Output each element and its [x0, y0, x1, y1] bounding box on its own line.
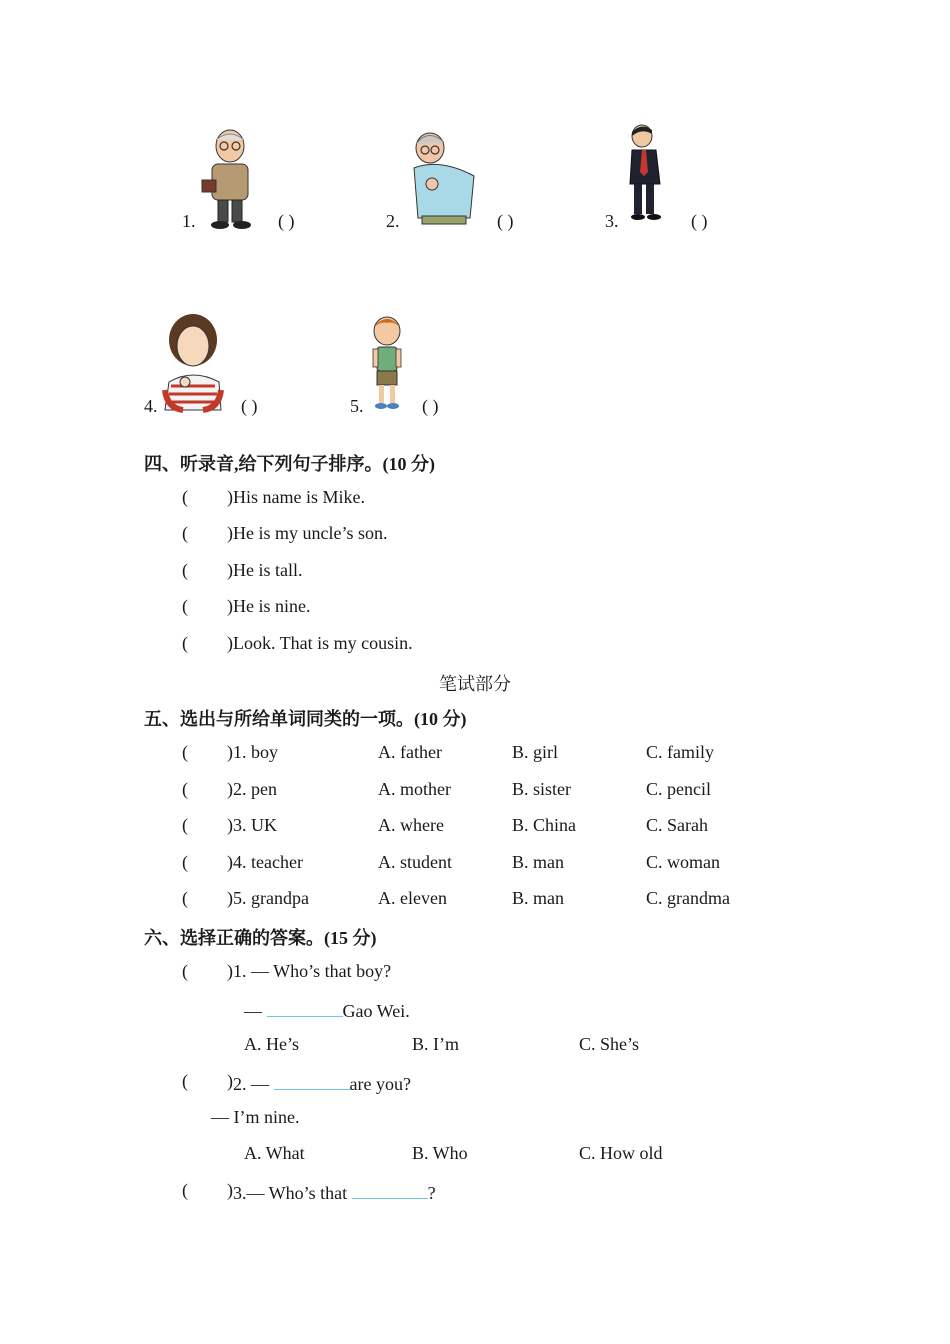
sentence-text: He is tall.	[233, 560, 303, 580]
reply-tail: Gao Wei.	[342, 1001, 410, 1021]
answer-paren-close: )	[227, 1180, 233, 1200]
answer-paren-close: )	[227, 815, 233, 835]
option-a[interactable]: A. eleven	[378, 888, 447, 908]
answer-paren-open[interactable]: (	[182, 1071, 188, 1091]
question-word: 5. grandpa	[233, 888, 309, 908]
sentence-text: His name is Mike.	[233, 487, 365, 507]
answer-paren-close: )	[227, 633, 233, 653]
option-b[interactable]: B. man	[512, 852, 564, 872]
stem-tail: are you?	[349, 1074, 411, 1094]
sentence-text: Look. That is my cousin.	[233, 633, 413, 653]
woman-figure	[163, 312, 223, 412]
sentence-text: He is my uncle’s son.	[233, 523, 388, 543]
reply-dash: —	[244, 1001, 262, 1021]
answer-paren-open[interactable]: (	[182, 487, 188, 507]
fill-blank[interactable]	[274, 1071, 350, 1090]
fill-blank[interactable]	[352, 1180, 428, 1199]
man-in-suit-figure	[624, 122, 670, 222]
section-4-title: 四、听录音,给下列句子排序。(10 分)	[144, 454, 435, 474]
question-word: 2. pen	[233, 779, 277, 799]
answer-paren-close: )	[227, 779, 233, 799]
question-word: 3. UK	[233, 815, 277, 835]
picture-number: 2.	[386, 211, 400, 231]
section-5-title: 五、选出与所给单词同类的一项。(10 分)	[144, 709, 467, 729]
picture-number: 1.	[182, 211, 196, 231]
answer-paren[interactable]: ( )	[278, 211, 295, 231]
answer-paren-close: )	[227, 560, 233, 580]
question-stem: 1. — Who’s that boy?	[233, 961, 392, 981]
answer-paren-open[interactable]: (	[182, 742, 188, 762]
option-a[interactable]: A. mother	[378, 779, 451, 799]
written-part-heading: 笔试部分	[439, 674, 511, 694]
option-c[interactable]: C. grandma	[646, 888, 730, 908]
option-b[interactable]: B. I’m	[412, 1034, 459, 1054]
grandpa-figure	[198, 126, 262, 230]
question-stem	[233, 1180, 436, 1204]
option-c[interactable]: C. pencil	[646, 779, 711, 799]
fill-blank[interactable]	[267, 998, 343, 1017]
picture-number: 3.	[605, 211, 619, 231]
answer-paren[interactable]: ( )	[422, 396, 439, 416]
question-word: 1. boy	[233, 742, 278, 762]
option-c[interactable]: C. family	[646, 742, 714, 762]
stem-head: 3.— Who’s that	[233, 1183, 348, 1203]
answer-paren[interactable]: ( )	[241, 396, 258, 416]
answer-paren-close: )	[227, 596, 233, 616]
question-stem	[233, 1071, 411, 1095]
stem-head: 2. —	[233, 1074, 269, 1094]
option-a[interactable]: A. father	[378, 742, 442, 762]
boy-figure	[369, 315, 405, 411]
answer-paren-open[interactable]: (	[182, 596, 188, 616]
answer-paren-open[interactable]: (	[182, 888, 188, 908]
answer-paren-close: )	[227, 523, 233, 543]
answer-paren-open[interactable]: (	[182, 560, 188, 580]
question-word: 4. teacher	[233, 852, 303, 872]
sentence-text: He is nine.	[233, 596, 311, 616]
answer-paren-open[interactable]: (	[182, 523, 188, 543]
option-c[interactable]: C. woman	[646, 852, 720, 872]
answer-paren[interactable]: ( )	[497, 211, 514, 231]
option-b[interactable]: B. man	[512, 888, 564, 908]
option-b[interactable]: B. girl	[512, 742, 559, 762]
answer-paren-open[interactable]: (	[182, 779, 188, 799]
option-b[interactable]: B. sister	[512, 779, 572, 799]
answer-paren-close: )	[227, 487, 233, 507]
answer-paren-close: )	[227, 961, 233, 981]
answer-paren-open[interactable]: (	[182, 1180, 188, 1200]
stem-tail: ?	[427, 1183, 436, 1203]
option-a[interactable]: A. What	[244, 1143, 305, 1163]
answer-paren-open[interactable]: (	[182, 633, 188, 653]
answer-paren-close: )	[227, 888, 233, 908]
option-a[interactable]: A. where	[378, 815, 444, 835]
section-6-title: 六、选择正确的答案。(15 分)	[144, 928, 377, 948]
option-b[interactable]: B. Who	[412, 1143, 468, 1163]
answer-paren-close: )	[227, 1071, 233, 1091]
option-c[interactable]: C. How old	[579, 1143, 663, 1163]
answer-paren-close: )	[227, 742, 233, 762]
option-a[interactable]: A. student	[378, 852, 452, 872]
option-a[interactable]: A. He’s	[244, 1034, 299, 1054]
answer-paren[interactable]: ( )	[691, 211, 708, 231]
grandma-figure	[404, 128, 480, 226]
reply-line	[244, 998, 410, 1022]
answer-paren-open[interactable]: (	[182, 961, 188, 981]
picture-number: 5.	[350, 396, 364, 416]
answer-paren-close: )	[227, 852, 233, 872]
answer-paren-open[interactable]: (	[182, 815, 188, 835]
reply-line: — I’m nine.	[211, 1107, 300, 1127]
option-c[interactable]: C. She’s	[579, 1034, 640, 1054]
answer-paren-open[interactable]: (	[182, 852, 188, 872]
picture-number: 4.	[144, 396, 158, 416]
option-c[interactable]: C. Sarah	[646, 815, 708, 835]
option-b[interactable]: B. China	[512, 815, 577, 835]
